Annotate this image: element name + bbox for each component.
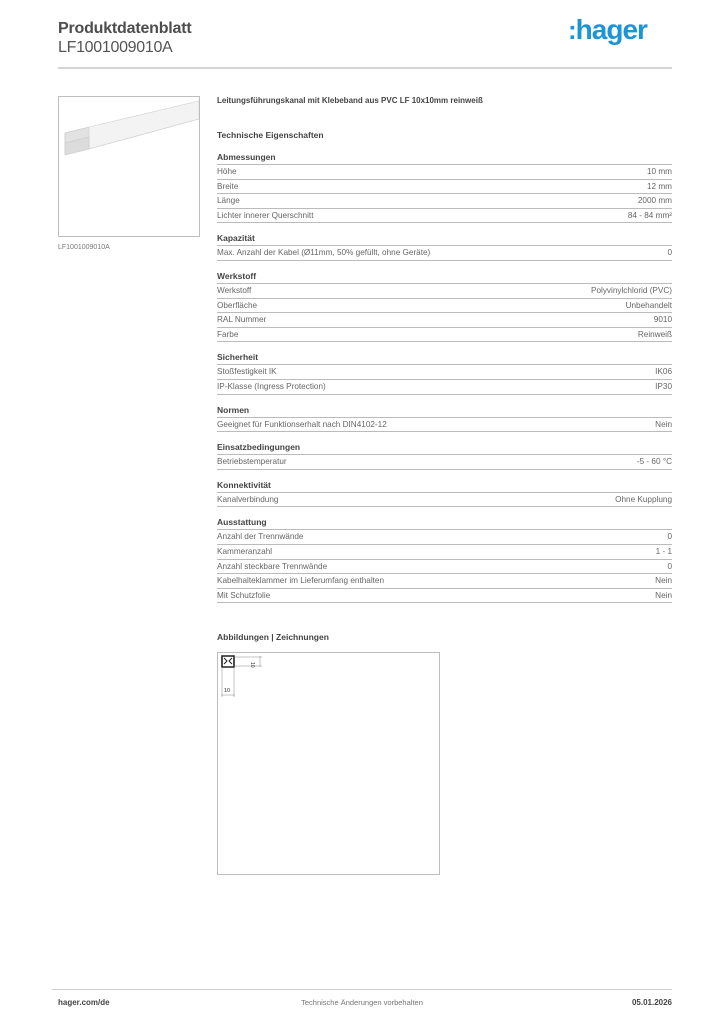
row-label: Länge [217, 196, 240, 206]
row-label: IP-Klasse (Ingress Protection) [217, 381, 326, 391]
section-title: Abmessungen [217, 152, 672, 165]
row-value: 0 [667, 561, 672, 571]
table-row [217, 165, 672, 180]
row-label: Farbe [217, 329, 239, 339]
table-row [217, 194, 672, 209]
row-value: 9010 [653, 315, 672, 325]
section-title: Konnektivität [217, 480, 672, 493]
technical-properties-title: Technische Eigenschaften [217, 130, 324, 140]
dim-height-label: 10 [224, 688, 231, 694]
section-title: Werkstoff [217, 271, 672, 284]
hager-logo: :hager [568, 14, 647, 45]
image-caption: LF1001009010A [58, 244, 110, 251]
section-title: Normen [217, 405, 672, 418]
row-value: -5 - 60 °C [636, 457, 672, 467]
row-label: Stoßfestigkeit IK [217, 367, 277, 377]
table-row [217, 313, 672, 328]
section-dimensions [217, 152, 672, 223]
table-row [217, 589, 672, 604]
section-standards [217, 405, 672, 433]
row-value: 84 - 84 mm² [627, 210, 672, 220]
row-value: 0 [667, 248, 672, 258]
table-row [217, 455, 672, 470]
row-label: Lichter innerer Querschnitt [217, 210, 314, 220]
section-title: Kapazität [217, 233, 672, 246]
table-row [217, 180, 672, 195]
row-value: Nein [655, 590, 672, 600]
table-row [217, 545, 672, 560]
row-label: Breite [217, 181, 239, 191]
footer-notice: Technische Änderungen vorbehalten [301, 998, 423, 1007]
row-value: 0 [667, 532, 672, 542]
row-label: Kammeranzahl [217, 546, 273, 556]
table-row [217, 246, 672, 261]
row-value: Reinweiß [637, 329, 672, 339]
row-label: Mit Schutzfolie [217, 590, 271, 600]
section-title: Einsatzbedingungen [217, 442, 672, 455]
table-row [217, 209, 672, 224]
row-value: 1 - 1 [655, 546, 672, 556]
row-value: Unbehandelt [625, 300, 672, 310]
table-row [217, 530, 672, 545]
section-material [217, 271, 672, 342]
table-row [217, 418, 672, 433]
row-label: Kanalverbindung [217, 494, 279, 504]
product-details [217, 96, 672, 603]
section-title: Sicherheit [217, 352, 672, 365]
technical-drawing [217, 652, 440, 875]
row-value: 12 mm [646, 181, 672, 191]
footer-website-link[interactable]: hager.com/de [58, 998, 110, 1007]
row-label: Geeignet für Funktionserhalt nach DIN4102-12 [217, 419, 387, 429]
row-value: Ohne Kupplung [615, 494, 672, 504]
table-row [217, 284, 672, 299]
row-value: Polyvinylchlorid (PVC) [591, 285, 672, 295]
row-label: Betriebstemperatur [217, 457, 287, 467]
section-operating-conditions [217, 442, 672, 470]
table-row [217, 493, 672, 508]
dim-width-label: 10 [249, 662, 255, 668]
section-equipment [217, 517, 672, 603]
row-value: Nein [655, 419, 672, 429]
row-label: Oberfläche [217, 300, 258, 310]
cross-section-drawing-icon [218, 653, 439, 874]
footer-date: 05.01.2026 [631, 998, 672, 1007]
footer-divider [52, 989, 672, 990]
row-label: Anzahl steckbare Trennwände [217, 561, 328, 571]
table-row [217, 365, 672, 380]
figures-title: Abbildungen | Zeichnungen [217, 632, 329, 642]
product-image [58, 96, 200, 237]
section-title: Ausstattung [217, 517, 672, 530]
product-description: Leitungsführungskanal mit Klebeband aus PVC LF 10x10mm reinweiß [217, 96, 483, 105]
row-label: Anzahl der Trennwände [217, 532, 304, 542]
document-title: Produktdatenblatt [58, 20, 192, 37]
section-connectivity [217, 480, 672, 508]
section-safety [217, 352, 672, 394]
header-divider [58, 67, 672, 69]
row-label: Werkstoff [217, 285, 252, 295]
table-row [217, 299, 672, 314]
row-value: 2000 mm [637, 196, 672, 206]
cable-duct-illustration-icon [59, 97, 199, 236]
section-capacity [217, 233, 672, 261]
row-value: IK06 [655, 367, 672, 377]
row-value: 10 mm [646, 167, 672, 176]
table-row [217, 380, 672, 395]
row-label: Max. Anzahl der Kabel (Ø11mm, 50% gefüllt, ohne Geräte) [217, 248, 431, 258]
logo-text: hager [575, 14, 647, 45]
row-label: Kabelhalteklammer im Lieferumfang enthalten [217, 576, 385, 586]
table-row [217, 328, 672, 343]
table-row [217, 560, 672, 575]
row-label: RAL Nummer [217, 315, 267, 325]
row-value: Nein [655, 576, 672, 586]
row-value: IP30 [655, 381, 672, 391]
product-code: LF1001009010A [58, 39, 173, 56]
row-label: Höhe [217, 167, 237, 176]
table-row [217, 574, 672, 589]
